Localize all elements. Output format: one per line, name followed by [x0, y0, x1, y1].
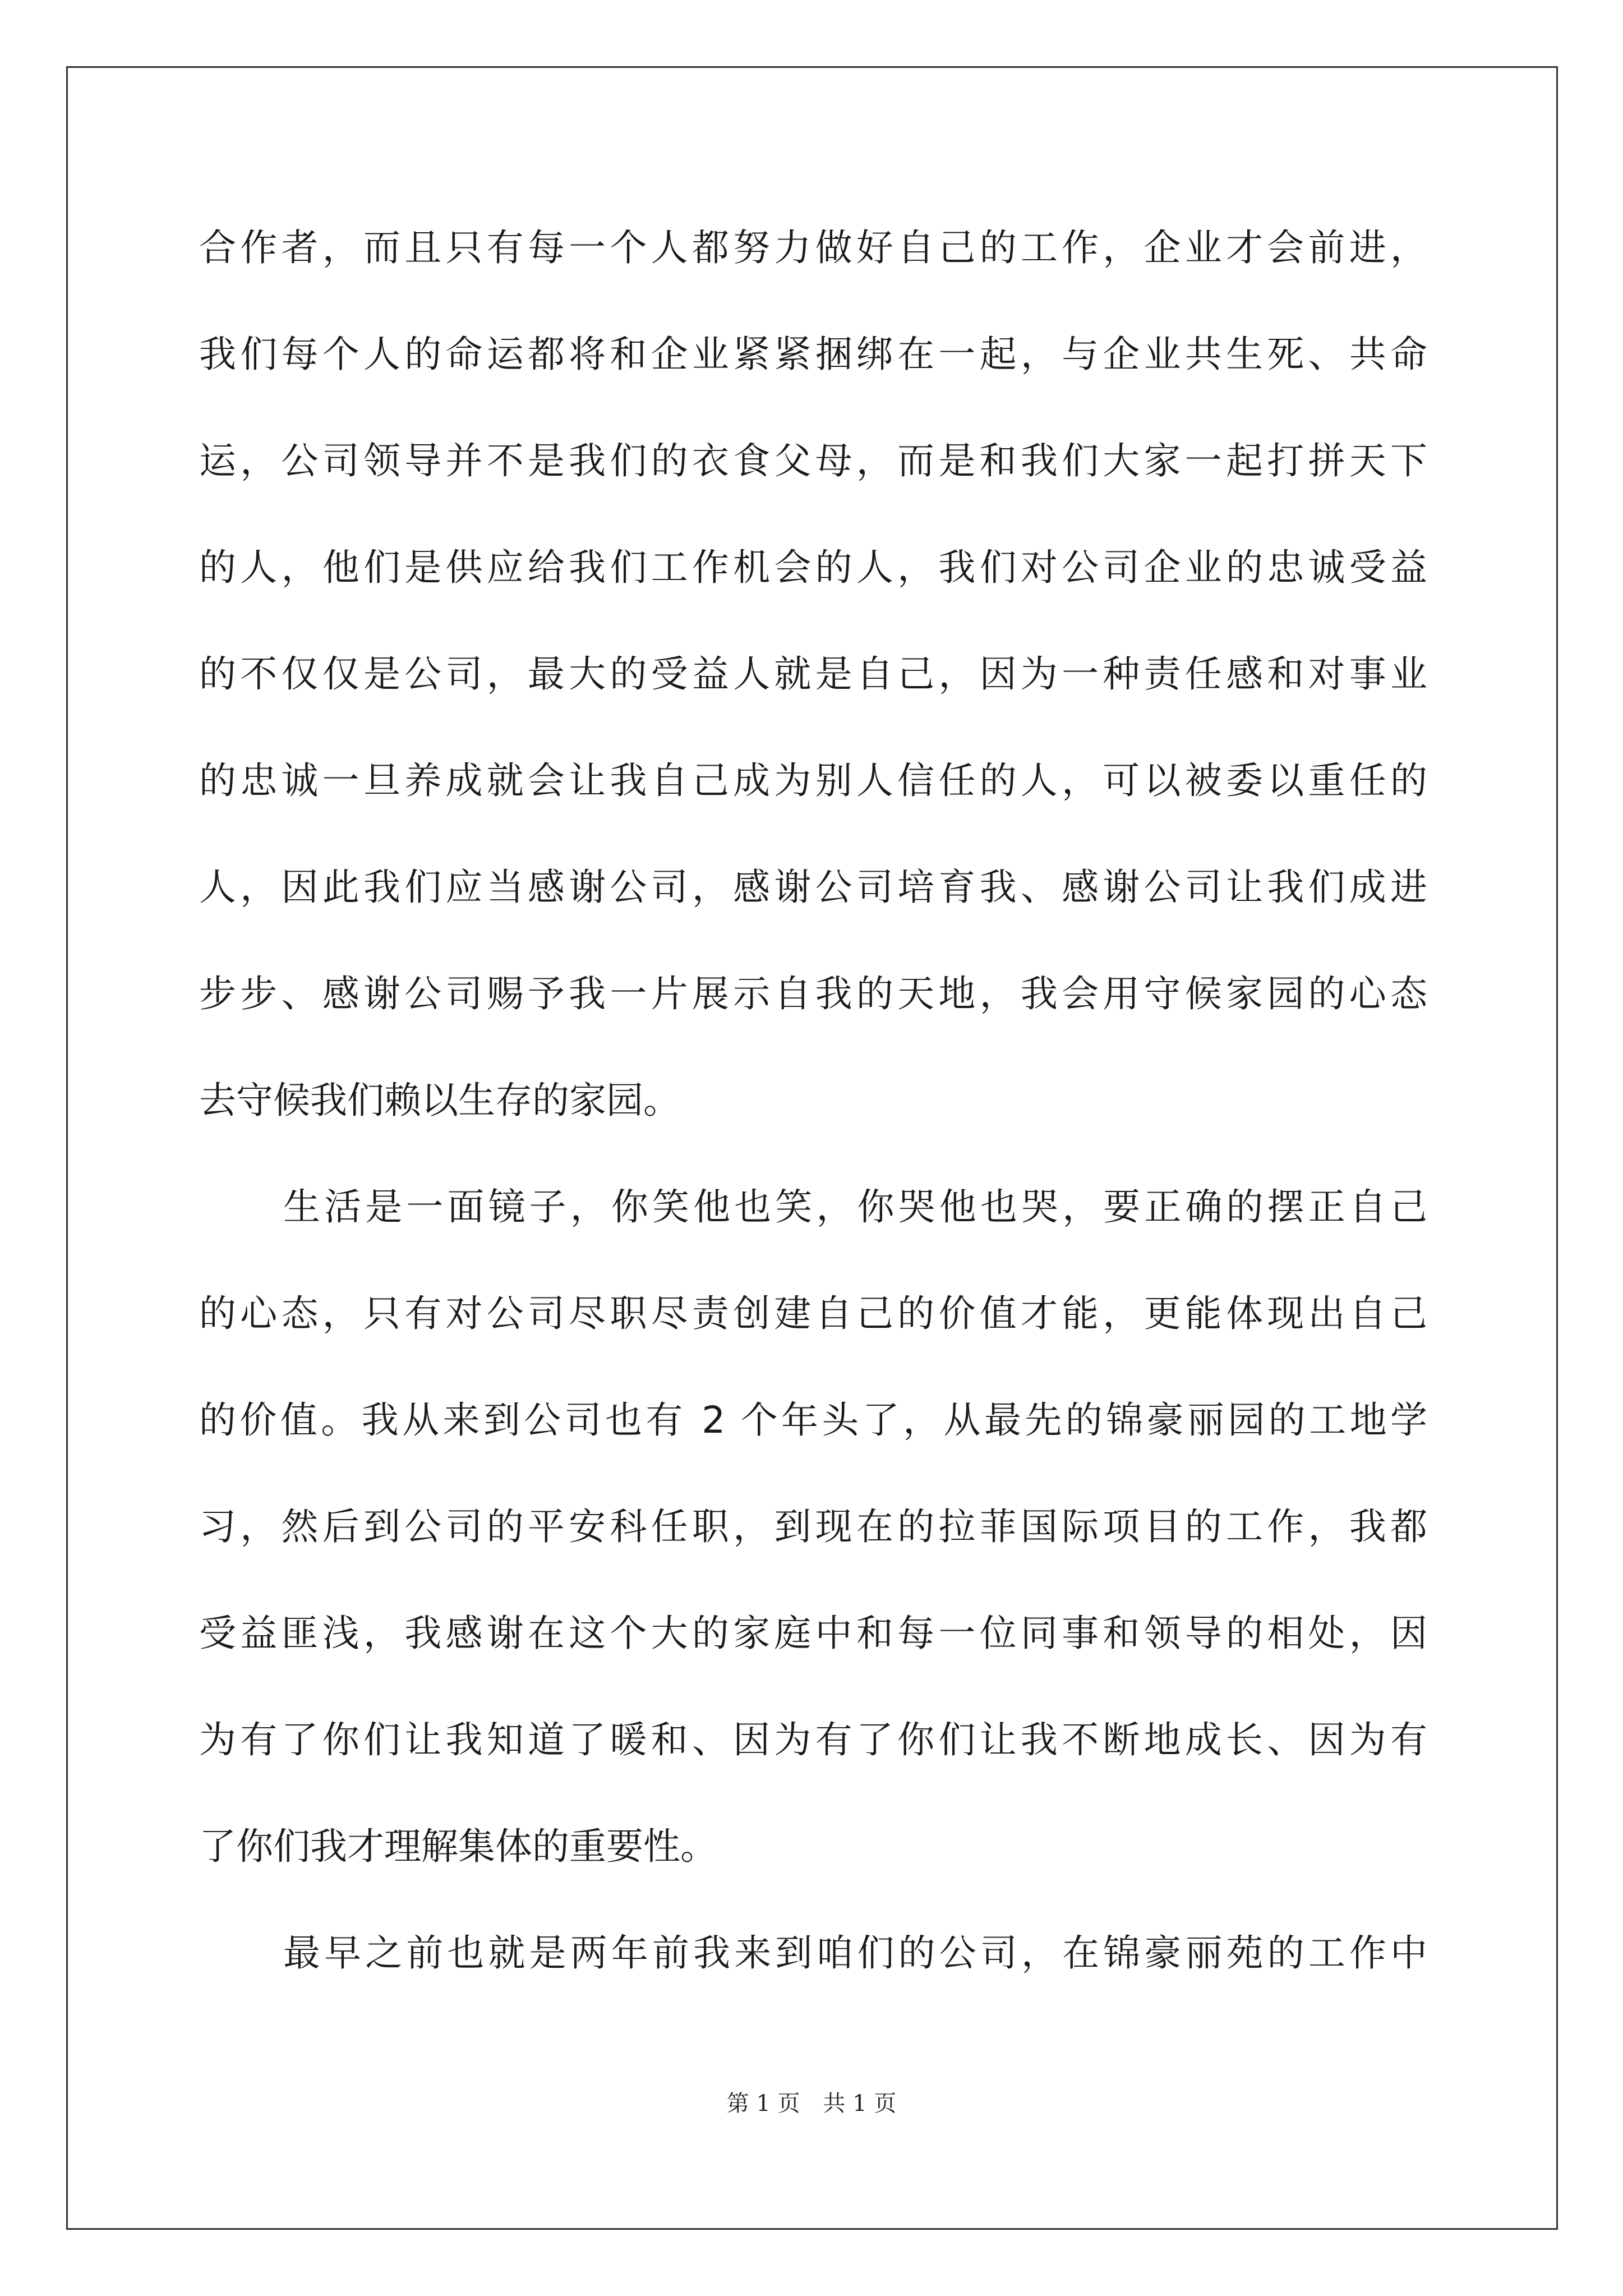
page-number: 第 1 页 — [726, 2091, 800, 2116]
paragraph-1-line-7: 人，因此我们应当感谢公司，感谢公司培育我、感谢公司让我们成进 — [199, 866, 1427, 909]
paragraph-2-line-6: 为有了你们让我知道了暖和、因为有了你们让我不断地成长、因为有 — [199, 1718, 1427, 1761]
paragraph-1-line-8: 步步、感谢公司赐予我一片展示自我的天地，我会用守候家园的心态 — [199, 972, 1427, 1015]
page-footer — [0, 2087, 1623, 2120]
paragraph-2-line-7: 了你们我才理解集体的重要性。 — [199, 1825, 717, 1868]
page-total: 共 1 页 — [823, 2091, 897, 2116]
page-border — [66, 66, 1558, 2230]
paragraph-1-line-9: 去守候我们赖以生存的家园。 — [199, 1079, 680, 1122]
paragraph-1-line-6: 的忠诚一旦养成就会让我自己成为别人信任的人，可以被委以重任的 — [199, 759, 1427, 802]
paragraph-2-line-4: 习，然后到公司的平安科任职，到现在的拉菲国际项目的工作，我都 — [199, 1505, 1427, 1548]
paragraph-1-line-3: 运，公司领导并不是我们的衣食父母，而是和我们大家一起打拼天下 — [199, 439, 1427, 482]
paragraph-1-line-2: 我们每个人的命运都将和企业紧紧捆绑在一起，与企业共生死、共命 — [199, 333, 1427, 376]
paragraph-2-line-2: 的心态，只有对公司尽职尽责创建自己的价值才能，更能体现出自己 — [199, 1292, 1427, 1335]
paragraph-2-line-1: 生活是一面镜子，你笑他也笑，你哭他也哭，要正确的摆正自己 — [283, 1185, 1427, 1228]
paragraph-3-line-1: 最早之前也就是两年前我来到咱们的公司，在锦豪丽苑的工作中 — [283, 1931, 1427, 1975]
paragraph-1-line-5: 的不仅仅是公司，最大的受益人就是自己，因为一种责任感和对事业 — [199, 652, 1427, 696]
paragraph-1-line-4: 的人，他们是供应给我们工作机会的人，我们对公司企业的忠诚受益 — [199, 546, 1427, 589]
paragraph-1-line-1: 合作者，而且只有每一个人都努力做好自己的工作，企业才会前进， — [199, 226, 1427, 269]
paragraph-2-line-5: 受益匪浅，我感谢在这个大的家庭中和每一位同事和领导的相处，因 — [199, 1612, 1427, 1655]
paragraph-2-line-3: 的价值。我从来到公司也有 2 个年头了，从最先的锦豪丽园的工地学 — [199, 1398, 1427, 1442]
